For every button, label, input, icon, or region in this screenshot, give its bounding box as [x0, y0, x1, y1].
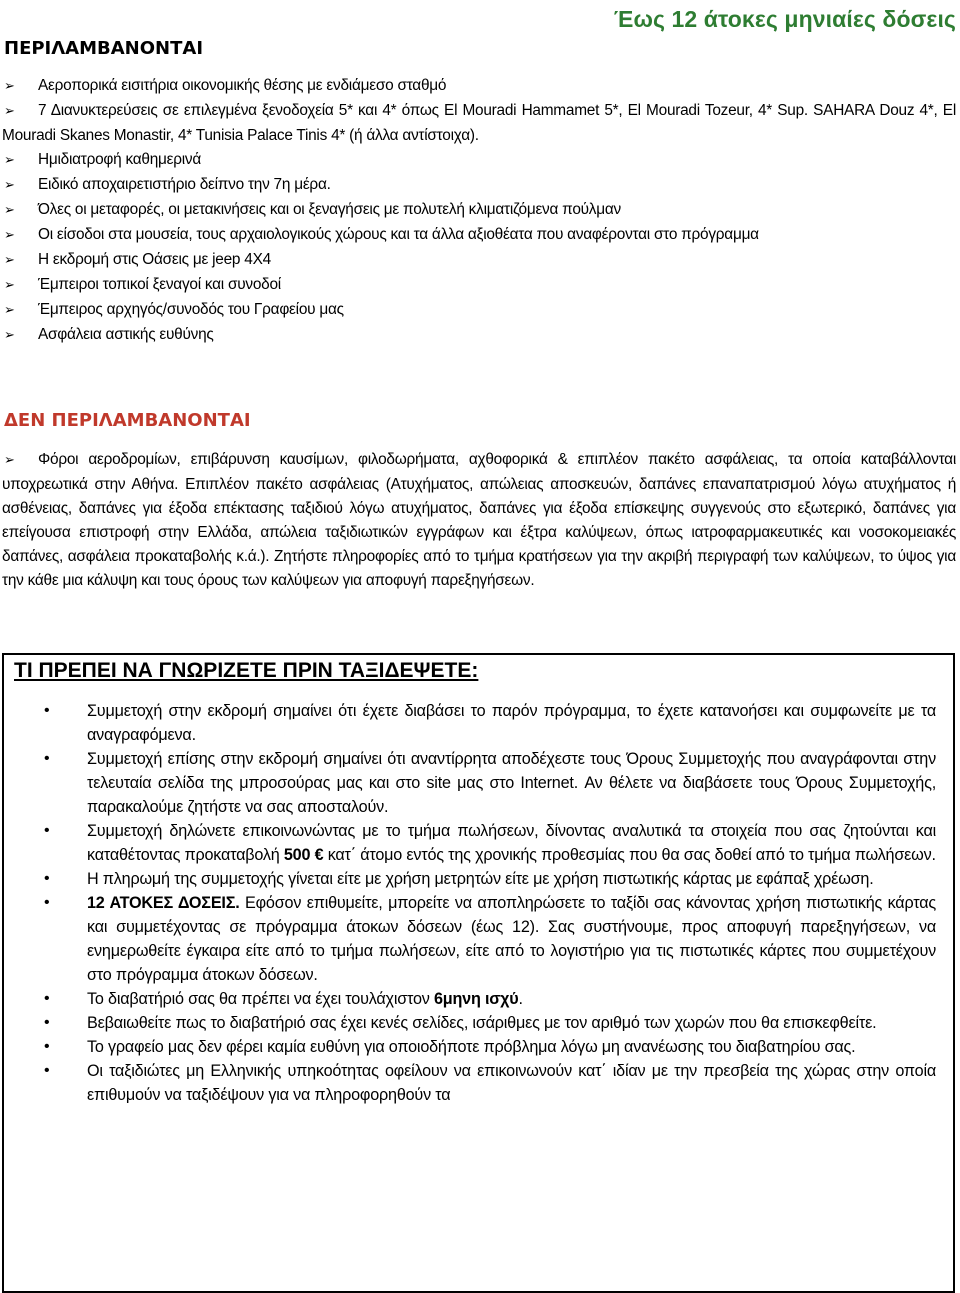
arrow-bullet-icon: ➢ [4, 79, 15, 94]
list-item: ➢ Αεροπορικά εισιτήρια οικονομικής θέσης με ενδιάμεσο σταθμό [2, 74, 956, 99]
bullet-dot-icon: • [44, 1014, 50, 1031]
bullet-dot-icon: • [44, 990, 50, 1007]
bullet-dot-icon: • [44, 894, 50, 911]
bullet-dot-icon: • [44, 750, 50, 767]
travel-info-title: ΤΙ ΠΡΕΠΕΙ ΝΑ ΓΝΩΡΙΖΕΤΕ ΠΡΙΝ ΤΑΞΙΔΕΨΕΤΕ: [14, 659, 479, 682]
arrow-bullet-icon: ➢ [4, 253, 15, 268]
passport-validity: 6μηνη ισχύ [433, 990, 519, 1008]
list-item: • Βεβαιωθείτε πως το διαβατήριό σας έχει κενές σελίδες, ισάριθμες με τον αριθμό των χωρών που θα επισκεφθείτε. [4, 1011, 936, 1035]
list-item: ➢ Οι είσοδοι στα μουσεία, τους αρχαιολογικούς χώρους και τα άλλα αξιοθέατα που αναφέρονται στο πρόγραμμα [2, 223, 956, 248]
list-item: ➢ Έμπειροι τοπικοί ξεναγοί και συνοδοί [2, 273, 956, 298]
installments-label: 12 ΑΤΟΚΕΣ ΔΟΣΕΙΣ. [87, 894, 240, 912]
list-item: • Το γραφείο μας δεν φέρει καμία ευθύνη για οποιοδήποτε πρόβλημα λόγω μη ανανέωσης του διαβατηρίου σας. [4, 1035, 936, 1059]
arrow-bullet-icon: ➢ [4, 153, 15, 168]
travel-info-list [4, 699, 936, 1107]
list-item: ➢ Η εκδρομή στις Οάσεις με jeep 4X4 [2, 248, 956, 273]
included-heading: ΠΕΡΙΛΑΜΒΑΝΟΝΤΑΙ [4, 38, 204, 59]
bullet-dot-icon: • [44, 870, 50, 887]
list-item: • Η πληρωμή της συμμετοχής γίνεται είτε με χρήση μετρητών είτε με χρήση πιστωτικής κάρτας με εφάπαξ χρέωση. [4, 867, 936, 891]
list-item: ➢ Ημιδιατροφή καθημερινά [2, 148, 956, 173]
arrow-bullet-icon: ➢ [4, 453, 15, 468]
list-item: ➢ Έμπειρος αρχηγός/συνοδός του Γραφείου μας [2, 298, 956, 323]
excluded-list [2, 448, 956, 593]
list-item: • Συμμετοχή επίσης στην εκδρομή σημαίνει ότι αναντίρρητα αποδέχεστε τους Όρους Συμμετοχής που αναγράφονται στην τελευταία σελίδα της μπροσούρας μας και στο site μας στο Internet. Αν θέλετε να διαβάσετε τους Όρους Συμμετοχής, παρακαλούμε ζητήστε να σας αποσταλούν. [4, 747, 936, 819]
list-item: • Οι ταξιδιώτες μη Ελληνικής υπηκοότητας οφείλουν να επικοινωνούν κατ΄ ιδίαν με την πρεσβεία της χώρας στην οποία επιθυμούν να ταξιδέψουν για να πληροφορηθούν τα [4, 1059, 936, 1107]
list-item: • 12 ΑΤΟΚΕΣ ΔΟΣΕΙΣ. Εφόσον επιθυμείτε, μπορείτε να αποπληρώσετε το ταξίδι σας κάνοντας χρήση πιστωτικής κάρτας και συμμετέχοντας σε πρόγραμμα άτοκων δόσεων (έως 12). Σας συστήνουμε, προς αποφυγή παρεξηγήσεων, να ενημερωθείτε έγκαιρα είτε από το τμήμα πωλήσεων, είτε από το λογιστήριο για τις πιστωτικές κάρτες που συμμετέχουν στο πρόγραμμα άτοκων δόσεων. [4, 891, 936, 987]
arrow-bullet-icon: ➢ [4, 104, 15, 119]
list-item: ➢ Φόροι αεροδρομίων, επιβάρυνση καυσίμων, φιλοδωρήματα, αχθοφορικά & επιπλέον πακέτο ασφάλειας, τα οποία καταβάλλονται υποχρεωτικά στην Αθήνα. Επιπλέον πακέτο ασφάλειας (Ατυχήματος, απώλειας αποσκευών, δαπάνες επαναπατρισμού λόγω ατυχήματος ή ασθένειας, δαπάνες για έξοδα επέκτασης ταξιδιού λόγω ατυχήματος, δαπάνες για έξοδα επίσκεψης συγγενούς στο εξωτερικό, δαπάνες για επείγουσα επιστροφή στην Ελλάδα, απώλεια ταξιδιωτικών εγγράφων και έξτρα καλύψεων, όπως ιατροφαρμακευτικές και νοσοκομειακές δαπάνες, ασφάλεια προκαταβολής κ.ά.). Ζητήστε πληροφορίες από το τμήμα κρατήσεων για την ακριβή περιγραφή των καλύψεων, το ύψος για την κάθε μια κάλυψη και τους όρους των καλύψεων για αποφυγή παρεξηγήσεων. [2, 451, 956, 589]
arrow-bullet-icon: ➢ [4, 303, 15, 318]
bullet-dot-icon: • [44, 822, 50, 839]
list-item: • Συμμετοχή δηλώνετε επικοινωνώντας με το τμήμα πωλήσεων, δίνοντας αναλυτικά τα στοιχεία που σας ζητούνται και καταθέτοντας προκαταβολή 500 € κατ΄ άτομο εντός της χρονικής προθεσμίας που θα σας δοθεί από το τμήμα πωλήσεων. [4, 819, 936, 867]
bullet-dot-icon: • [44, 702, 50, 719]
list-item: ➢ Ασφάλεια αστικής ευθύνης [2, 323, 956, 348]
arrow-bullet-icon: ➢ [4, 278, 15, 293]
arrow-bullet-icon: ➢ [4, 178, 15, 193]
list-item: ➢ Ειδικό αποχαιρετιστήριο δείπνο την 7η μέρα. [2, 173, 956, 198]
promo-installments: Έως 12 άτοκες μηνιαίες δόσεις [613, 6, 956, 32]
excluded-heading: ΔΕΝ ΠΕΡΙΛΑΜΒΑΝΟΝΤΑΙ [4, 410, 251, 431]
arrow-bullet-icon: ➢ [4, 228, 15, 243]
bullet-dot-icon: • [44, 1062, 50, 1079]
list-item: ➢ Όλες οι μεταφορές, οι μετακινήσεις και οι ξεναγήσεις με πολυτελή κλιματιζόμενα πούλμαν [2, 198, 956, 223]
bullet-dot-icon: • [44, 1038, 50, 1055]
included-list [2, 74, 956, 348]
arrow-bullet-icon: ➢ [4, 203, 15, 218]
deposit-amount: 500 € [283, 846, 324, 864]
arrow-bullet-icon: ➢ [4, 328, 15, 343]
list-item: ➢ 7 Διανυκτερεύσεις σε επιλεγμένα ξενοδοχεία 5* και 4* όπως El Mouradi Hammamet 5*, El Mouradi Tozeur, 4* Sup. SAHARA Douz 4*, El Mouradi Skanes Monastir, 4* Tunisia Palace Tinis 4* (ή άλλα αντίστοιχα). [2, 102, 956, 144]
list-item: • Συμμετοχή στην εκδρομή σημαίνει ότι έχετε διαβάσει το παρόν πρόγραμμα, το έχετε κατανοήσει και συμφωνείτε με τα αναγραφόμενα. [4, 699, 936, 747]
list-item: • Το διαβατήριό σας θα πρέπει να έχει τουλάχιστον 6μηνη ισχύ. [4, 987, 936, 1011]
travel-info-box [2, 653, 955, 1293]
